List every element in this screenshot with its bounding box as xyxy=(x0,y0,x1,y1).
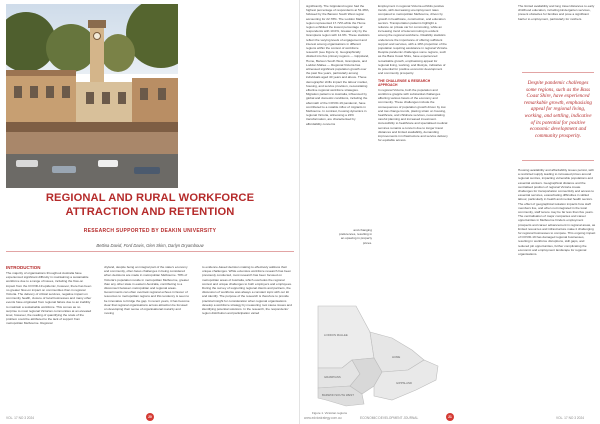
challenge-heading: THE CHALLENGE & RESEARCH APPROACH xyxy=(378,78,431,88)
article-authors: Bettina David, Ford Davis, Glen Skirn, Darlyn Dryambouw xyxy=(96,243,204,249)
right-body-column-1-tail: and changing preferences, resulting in an upswing in property prices. xyxy=(338,228,372,245)
right-page-number: 21 xyxy=(446,413,454,421)
left-page-number: 20 xyxy=(146,413,154,421)
map-label-barwon-south-west: BARWON SOUTH WEST xyxy=(322,393,354,397)
pull-quote: Despite pandemic challenges some regions, such as the Bass Coast Shire, have experienced remarkable growth, emphasising appeal for regional living, working, and settling, indicative of its potential for positive economic development and community prosperity. xyxy=(523,80,593,139)
pull-quote-rule-bottom xyxy=(522,160,594,161)
map-label-grampians: GRAMPIANS xyxy=(324,375,341,379)
right-body-column-3: Housing availability and affordability issues persist, with a restricted supply leading to increased prices around regional centres, impacting vulnerable populations and essential workers. Geographical distance and the centralised position of regional Victoria create challenges for transportation connectivity and access to essential services, exacerbating difficulties in skilled labour, particularly in health and mental health sectors. The effect of geographical isolation impacts how staff members live, and when not integrated in the local community, staff tenure may be far less than five years. The centralisation of major companies and career opportunities in Melbourne hinders employment prospects and career advancement in regional areas, as limited resources and infrastructure make it challenging for regional businesses to compete. This ongoing impact of COVID-19 has damaged regional businesses, resulting in workforce disruptions, skill gaps, and reduced job opportunities, further complicating the economic and employment landscape for regional organisations. xyxy=(518,168,596,257)
victoria-regions-map xyxy=(312,302,442,414)
map-label-hume: HUME xyxy=(392,355,401,359)
article-header xyxy=(8,192,292,248)
article-title-line-2: ATTRACTION AND RETENTION xyxy=(65,205,235,218)
right-body-column-1: significantly. The Gippsland region had the highest percentage of respondents at 51.46%, followed by the Barwon South West region accounting for 22.78%. The Loddon Mallee region represented 17.72% while the Hume region exhibited the lowest percentage of respondents with 10.0%, Greater only by the Grampians region with 12.9%. These statistics reflect the varying levels of engagement and interest among organisations in different regions within the context of workforce research (see Figure 1). Geographically divided into five primary regions — Gippsland, Hume, Barwon South West, Grampians, and Loddon Mallee — Regional Victoria has witnessed significant population growth over the past five years, particularly among individuals aged 40 years and above. These demographic shifts impact the labour market, housing, and service provision, necessitating effective regional workforce strategies. Migration patterns to Australia, influenced by global and domestic conditions, including the aftermath of the COVID-19 pandemic, have contributed to a notable influx of migrants in Melbourne. In contrast, housing dynamics in regional Victoria, witnessing a 22% transformation, are characterised by affordability concerns xyxy=(306,4,370,126)
right-page xyxy=(300,0,600,424)
left-body-column-2: dryland, despite being an integral part of the state's economy and community, often faces challenges in being considered when decisions are made in metropolitan Melbourne. 78% of Victoria's population reside in metropolitan Melbourne, greater than any other state in eastern Australia, contributing to a disconnect between metropolitan and regional areas. Governments can often overlook regional echoes in favour of resources to metropolitan regions and this tendency is seen to be innovative to bridge the gap. In recent years, it has become clear that regional organisations across attraction be focused on developing their sense of organisational maturity and moving xyxy=(104,265,190,316)
title-divider xyxy=(6,251,294,252)
map-label-gippsland: GIPPSLAND xyxy=(396,381,413,385)
left-body-column-1: The majority of organisations throughout Australia have experienced significant difficulty in maintaining a sustainable workforce due to a range of issues, including the flow-on impact from the COVID-19 epidemic, however, there has been no greater flow-on impact on communities than in regional Victoria. The delivery of critical services, negative impact on community health, closure of local businesses and many other events have originated from regional failure due to an inability to maintain a sustainable workforce. This comes as no surprise to most regional Victorian communities at an elevated level, however, the reading of quantifying the scale of the problem could be attributed to the lack of support from metropolitan Melbourne. Regional xyxy=(6,271,92,326)
map-label-loddon-mallee: LODDON MALLEE xyxy=(324,333,348,337)
right-body-column-2: Employment in regional Victoria exhibits positive trends, with decreasing unemployment rates compared to metropolitan Melbourne, driven by growth in healthcare, construction, and education sectors. Transportation patterns highlight a reliance on private car for commuting, while an increasing trend of telecommuting is evident among the regional workforce. Disability statistics underscore the importance of offering sufficient support and services, with a 10% proportion of the population requiring assistance in regional Victoria. Despite pandemic challenges some regions, such as the Bass Coast Shire, have experienced remarkable growth, emphasising appeal for regional living, working, and lifestyle, indicative of its potential for positive economic development and community prosperity. THE CHALLENGE & RESEARCH APPROACH In regional Victoria, both the population and workforce grapple with substantial challenges affecting various facets of the economy and community. These challenges include the consequences of population growth driven by low and low change trends, placing strain on housing, healthcare, and childcare services, necessitating careful planning and increased investment. Accessibility to healthcare and specialised medical services remains a concern due to longer travel distances and limited availability, demanding improvements in infrastructure and service delivery for equitable access. xyxy=(378,4,448,143)
right-body-column-3-top: The limited availability and long travel distances to early childhood education, including kindergarten services, present obstacles for families and pose a significant barrier to employment, particularly for mothers. xyxy=(518,4,595,21)
left-footer-volume: VOL. 17 NO 3 2024 xyxy=(6,416,34,420)
figure-caption: Figure 1. Victorian regions xyxy=(312,411,347,415)
introduction-heading: INTRODUCTION xyxy=(6,265,41,270)
article-subtitle: RESEARCH SUPPORTED BY DEAKIN UNIVERSITY xyxy=(83,228,217,235)
pull-quote-rule-top xyxy=(522,72,594,73)
right-footer-journal: ECONOMIC DEVELOPMENT JOURNAL xyxy=(360,416,419,420)
victoria-map-svg xyxy=(312,302,442,414)
right-footer-website: www.edvicstrategy.com.au xyxy=(304,416,342,420)
hero-photo-main-street xyxy=(6,4,178,188)
right-footer-volume: VOL. 17 NO 3 2024 xyxy=(556,416,584,420)
left-body-column-3: to evidence-based decision making to effectively address their unique challenges. While extensive workforce research has been previously conducted, most research has been focused on metropolitan areas of Australia, which overlooks the regional context and unique challenges to both employers and employees. During the survey of supporting regional clients and partners, the discussion of workforce was always a constant topic with our kit and identify. The purpose of the research is therefore to provide practical insight for consideration when regional organisations develop a workforce strategy by measuring root cause issues and identifying potential solutions. In the research, the respondents' region distribution and participation varied xyxy=(202,265,292,316)
article-title-line-1: REGIONAL AND RURAL WORKFORCE xyxy=(45,192,255,204)
